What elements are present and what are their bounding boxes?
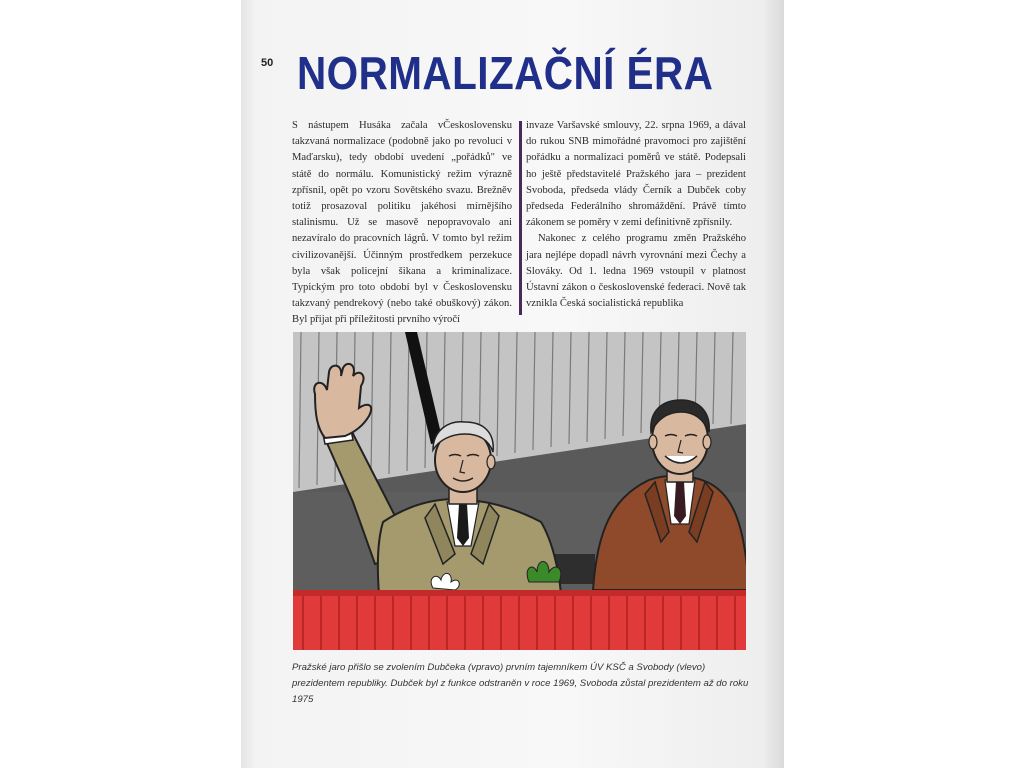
red-drape	[293, 590, 746, 650]
paragraph: invaze Varšavské smlouvy, 22. srpna 1969, a dával do rukou SNB mimořádné pravomoci pro zajištění pořádku a normalizaci poměrů ve státě. Podepsali ho ještě představitelé Pražského jara – prezident Svoboda, předseda vlády Černík a Dubček coby předseda Federálního shromáždění. Právě tímto zákonem se poměry v zemi definitivně zpřísnily.	[526, 120, 746, 229]
page-title: NORMALIZAČNÍ ÉRA	[297, 47, 714, 99]
illustration	[293, 332, 746, 650]
paragraph: S nástupem Husáka začala vČeskoslovensku takzvaná normalizace (podobně jako po revoluci v Maďarsku), tedy období uvedení „pořádků" ve státě do normálu. Komunistický režim výrazně zpřísnil, opět po vzoru Sovětského svazu. Brežněv totiž prosazoval politiku jakéhosi mírnějšího stalinismu. Už se masově nepopravovalo ani nezavíralo do pracovních lágrů. V tomto byl režim civilizovanější. Účinným prostředkem perzekuce byla však policejní šikana a kriminalizace. Typickým pro toto období byl v Československu takzvaný pendrekový (nebo také obuškový) zákon. Byl přijat při příležitosti prvního výročí	[292, 120, 512, 326]
text-column-right	[526, 118, 746, 312]
column-divider	[519, 121, 522, 315]
illustration-caption: Pražské jaro přišlo se zvolením Dubčeka (vpravo) prvním tajemníkem ÚV KSČ a Svobody (vlevo) prezidentem republiky. Dubček byl z funkce odstraněn v roce 1969, Svoboda zůstal prezidentem až do roku 1975	[292, 662, 749, 705]
book-page	[241, 0, 784, 768]
text-column-left	[292, 118, 512, 329]
page-number: 50	[261, 57, 274, 69]
paragraph: Nakonec z celého programu změn Pražského jara nejlépe dopadl návrh vyrovnání mezi Čechy a Slováky. Od 1. ledna 1969 vstoupil v platnost Ústavní zákon o československé federaci. Nově tak vznikla Česká socialistická republika	[526, 233, 746, 310]
